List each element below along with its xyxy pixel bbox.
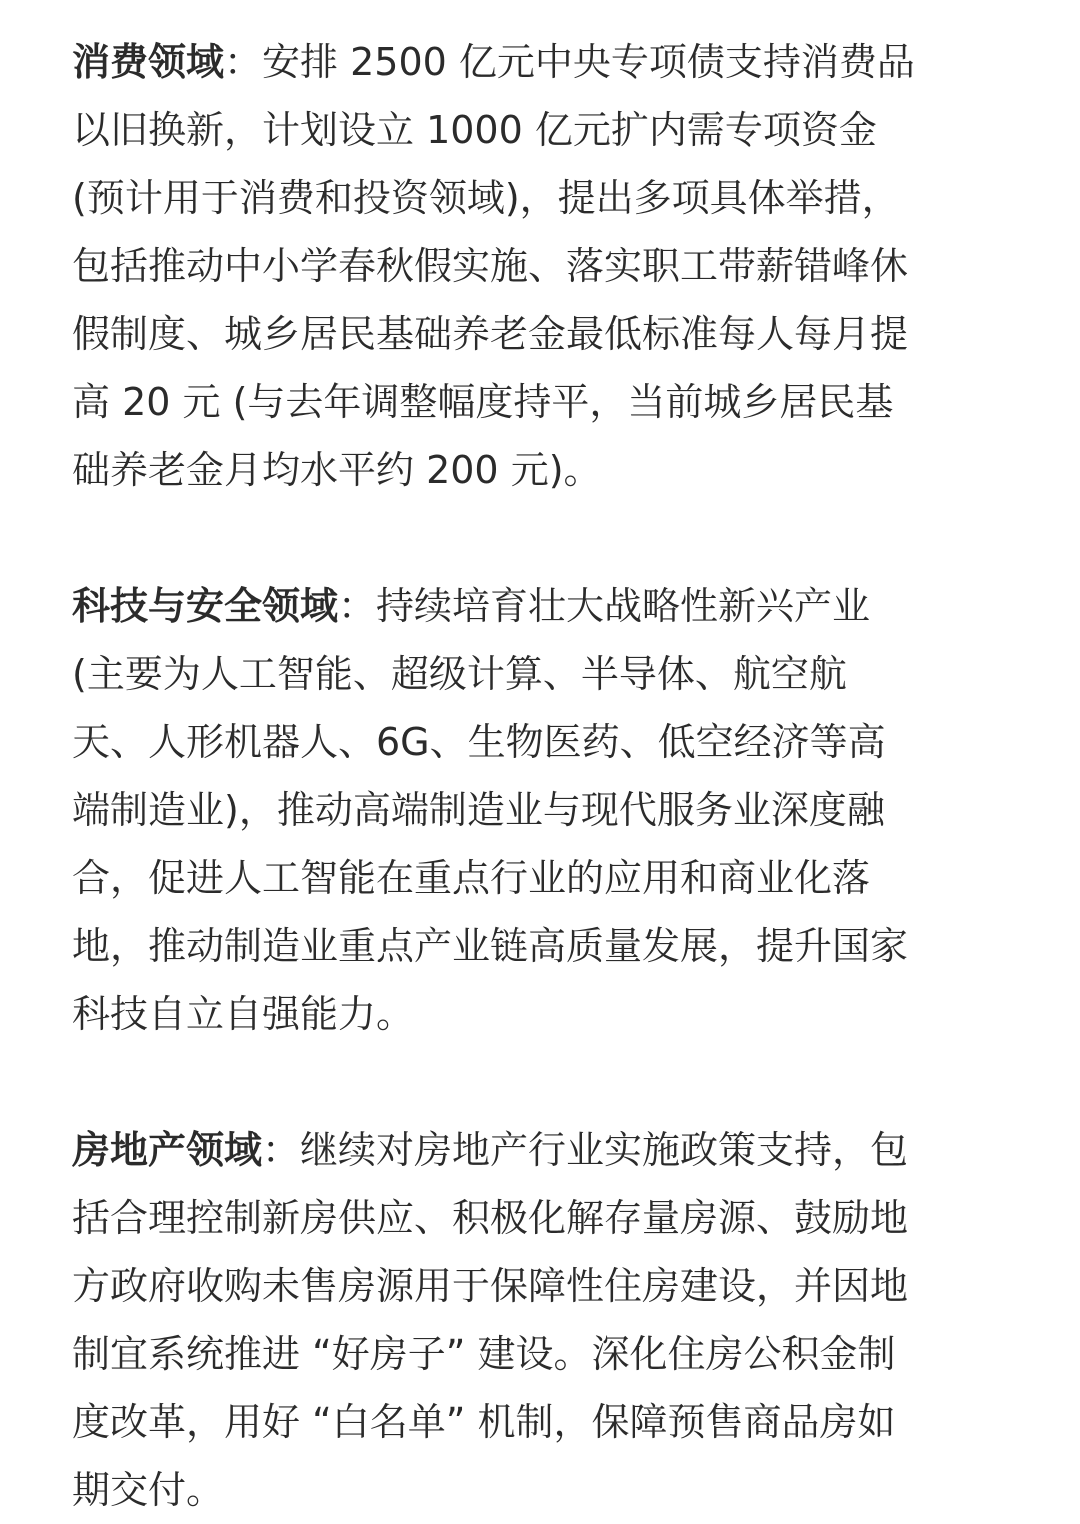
line-text: 包括推动中小学春秋假实施、落实职工带薪错峰休 bbox=[72, 244, 909, 288]
paragraph-line bbox=[72, 572, 870, 640]
paragraph-line bbox=[72, 640, 847, 708]
line-text: 制宜系统推进 “好房子” 建设。深化住房公积金制 bbox=[72, 1332, 896, 1376]
section-label: 消费领域 bbox=[72, 40, 225, 84]
paragraph-line bbox=[72, 436, 602, 504]
section-label: 房地产领域 bbox=[72, 1128, 263, 1172]
paragraph-line bbox=[72, 300, 908, 368]
paragraph-line bbox=[72, 368, 893, 436]
line-text: 以旧换新，计划设立 1000 亿元扩内需专项资金 bbox=[72, 108, 877, 152]
paragraph-line bbox=[72, 776, 885, 844]
paragraph-line bbox=[72, 980, 414, 1048]
paragraph-line bbox=[72, 912, 908, 980]
paragraph-spacer bbox=[0, 504, 1080, 572]
line-text: 度改革，用好 “白名单” 机制，保障预售商品房如 bbox=[72, 1400, 896, 1444]
paragraph-line bbox=[72, 1184, 908, 1252]
paragraph-line bbox=[72, 1320, 896, 1388]
line-text: 地，推动制造业重点产业链高质量发展，提升国家 bbox=[72, 924, 909, 968]
paragraph-line bbox=[72, 1388, 896, 1456]
article-body bbox=[0, 28, 1080, 1524]
line-text: (预计用于消费和投资领域)，提出多项具体举措， bbox=[72, 176, 900, 220]
line-text: ：安排 2500 亿元中央专项债支持消费品 bbox=[224, 40, 915, 84]
line-text: 础养老金月均水平约 200 元)。 bbox=[72, 448, 602, 492]
paragraph-line bbox=[72, 1252, 908, 1320]
line-text: 科技自立自强能力。 bbox=[72, 992, 415, 1036]
paragraph-line bbox=[72, 1116, 908, 1184]
line-text: 端制造业)，推动高端制造业与现代服务业深度融 bbox=[72, 788, 885, 832]
paragraph-line bbox=[72, 96, 877, 164]
line-text: 期交付。 bbox=[72, 1468, 225, 1512]
paragraph-line bbox=[72, 844, 870, 912]
line-text: 合，促进人工智能在重点行业的应用和商业化落 bbox=[72, 856, 871, 900]
paragraph-spacer bbox=[0, 1048, 1080, 1116]
section-label: 科技与安全领域 bbox=[72, 584, 339, 628]
line-text: 方政府收购未售房源用于保障性住房建设，并因地 bbox=[72, 1264, 909, 1308]
paragraph-line bbox=[72, 232, 908, 300]
paragraph-technology bbox=[0, 572, 1080, 1048]
paragraph-real-estate bbox=[0, 1116, 1080, 1524]
paragraph-line bbox=[72, 1456, 224, 1524]
paragraph-consumption bbox=[0, 28, 1080, 504]
line-text: 括合理控制新房供应、积极化解存量房源、鼓励地 bbox=[72, 1196, 909, 1240]
line-text: (主要为人工智能、超级计算、半导体、航空航 bbox=[72, 652, 847, 696]
line-text: ：持续培育壮大战略性新兴产业 bbox=[338, 584, 871, 628]
line-text: 高 20 元 (与去年调整幅度持平，当前城乡居民基 bbox=[72, 380, 894, 424]
line-text: 天、人形机器人、6G、生物医药、低空经济等高 bbox=[72, 720, 886, 764]
line-text: ：继续对房地产行业实施政策支持，包 bbox=[262, 1128, 909, 1172]
paragraph-line bbox=[72, 28, 915, 96]
paragraph-line bbox=[72, 164, 900, 232]
paragraph-line bbox=[72, 708, 886, 776]
line-text: 假制度、城乡居民基础养老金最低标准每人每月提 bbox=[72, 312, 909, 356]
